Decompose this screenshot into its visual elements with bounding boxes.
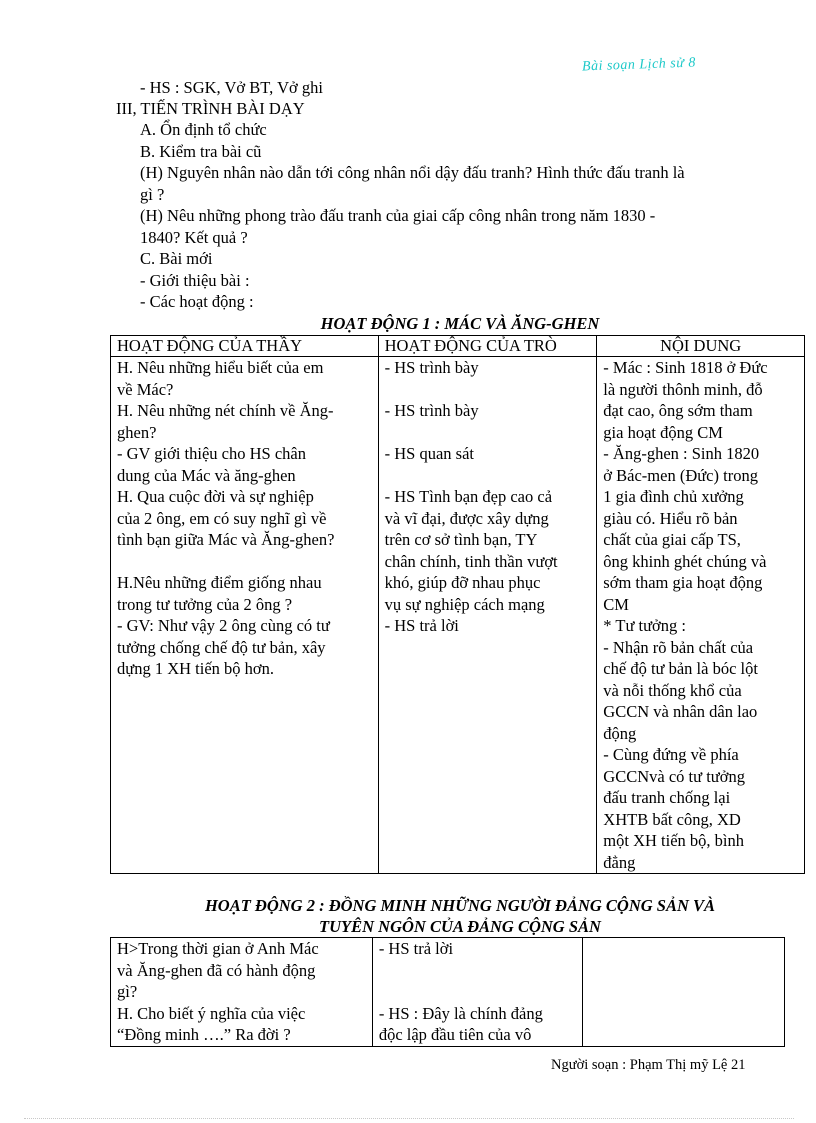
header-decoration: Bài soạn Lịch sử 8: [581, 55, 697, 75]
intro-line: III, TIẾN TRÌNH BÀI DẠY: [116, 99, 305, 118]
cell-line: gia hoạt động CM: [603, 422, 723, 442]
cell-line: H.Nêu những điểm giống nhau: [117, 573, 322, 592]
activity2-title-line1: HOẠT ĐỘNG 2 : ĐỒNG MINH NHỮNG NGƯỜI ĐẢNG CỘNG SẢN VÀ: [204, 896, 716, 915]
cell-line: 1 gia đình chủ xưởng: [603, 487, 744, 506]
header-student: HOẠT ĐỘNG CỦA TRÒ: [378, 336, 597, 357]
footer-author: Người soạn : Phạm Thị mỹ Lệ 21: [551, 1057, 746, 1073]
cell-line: và vĩ đại, được xây dựng: [384, 508, 549, 528]
cell-line: H. Cho biết ý nghĩa của việc: [117, 1003, 306, 1023]
cell-line: về Mác?: [117, 379, 174, 399]
cell-line: - GV: Như vậy 2 ông cùng có tư: [117, 616, 330, 635]
intro-line: B. Kiểm tra bài cũ: [140, 142, 262, 161]
cell-line: - HS Tình bạn đẹp cao cả: [384, 487, 553, 506]
cell-line: - Cùng đứng về phía: [603, 745, 739, 764]
activity2-title-line2: TUYÊN NGÔN CỦA ĐẢNG CỘNG SẢN: [319, 917, 601, 936]
activity2-table: [110, 937, 785, 1047]
intro-line: - Các hoạt động :: [140, 292, 254, 311]
cell-line: - HS trình bày: [384, 358, 479, 377]
intro-line: (H) Nêu những phong trào đấu tranh của giai cấp công nhân trong năm 1830 -: [140, 206, 656, 225]
cell-line: tình bạn giữa Mác và Ăng-ghen?: [117, 530, 335, 549]
header-content: NỘI DUNG: [597, 336, 805, 357]
cell-line: XHTB bất công, XD: [603, 809, 741, 829]
intro-line: - Giới thiệu bài :: [140, 271, 250, 290]
cell-line: một XH tiến bộ, bình: [603, 831, 744, 850]
cell-line: đẳng: [603, 852, 636, 872]
cell-line: trong tư tưởng của 2 ông ?: [117, 594, 293, 614]
cell-line: trên cơ sở tình bạn, TY: [384, 530, 538, 549]
intro-line: A. Ổn định tổ chức: [140, 120, 267, 139]
cell-line: - GV giới thiệu cho HS chân: [117, 444, 306, 463]
cell-line: độc lập đầu tiên của vô: [378, 1025, 532, 1044]
cell-line: chân chính, tinh thần vượt: [384, 551, 558, 571]
teacher-cell: [111, 938, 373, 1047]
cell-line: - HS trình bày: [384, 401, 479, 420]
cell-line: H. Nêu những nét chính về Ăng-: [117, 401, 334, 420]
cell-line: [379, 981, 576, 1003]
cell-line: dựng 1 XH tiến bộ hơn.: [117, 659, 274, 678]
intro-line: gì ?: [140, 185, 165, 204]
cell-line: CM: [603, 594, 629, 614]
cell-line: [385, 379, 591, 401]
cell-line: H. Qua cuộc đời và sự nghiệp: [117, 487, 314, 506]
cell-line: - HS trả lời: [384, 616, 459, 635]
cell-line: đạt cao, ông sớm tham: [603, 401, 753, 420]
intro-line: (H) Nguyên nhân nào dẫn tới công nhân nổi dậy đấu tranh? Hình thức đấu tranh là: [140, 163, 685, 182]
cell-line: * Tư tưởng :: [603, 616, 686, 635]
cell-line: “Đồng minh ….” Ra đời ?: [117, 1025, 291, 1044]
activity1-table: [110, 335, 805, 874]
cell-line: H. Nêu những hiểu biết của em: [117, 358, 324, 377]
intro-line: - HS : SGK, Vở BT, Vở ghi: [140, 78, 323, 97]
cell-line: [385, 422, 591, 444]
content-cell: [597, 357, 805, 874]
activity1-title: HOẠT ĐỘNG 1 : MÁC VÀ ĂNG-GHEN: [320, 314, 600, 333]
cell-line: và nỗi thống khổ của: [603, 680, 742, 700]
cell-line: của 2 ông, em có suy nghĩ gì về: [117, 508, 327, 528]
cell-line: ông khinh ghét chúng và: [603, 551, 767, 571]
cell-line: dung của Mác và ăng-ghen: [117, 465, 296, 485]
cell-line: tưởng chống chế độ tư bản, xây: [117, 637, 326, 657]
teacher-cell: [111, 357, 379, 874]
cell-line: [385, 465, 591, 487]
footer-divider: [24, 1118, 794, 1119]
cell-line: GCCNvà có tư tưởng: [603, 766, 745, 786]
cell-line: chế độ tư bản là bóc lột: [603, 659, 758, 678]
student-cell: [378, 357, 597, 874]
cell-line: chất của giai cấp TS,: [603, 530, 741, 549]
cell-line: gì?: [117, 982, 138, 1001]
intro-line: 1840? Kết quả ?: [140, 228, 248, 247]
cell-line: - HS trả lời: [378, 939, 454, 958]
cell-line: khó, giúp đỡ nhau phục: [384, 573, 541, 592]
cell-line: động: [603, 723, 637, 743]
cell-line: - Mác : Sinh 1818 ở Đức: [603, 358, 768, 377]
content-cell: [582, 938, 784, 1047]
intro-line: C. Bài mới: [140, 249, 213, 268]
cell-line: H>Trong thời gian ở Anh Mác: [117, 939, 319, 958]
cell-line: GCCN và nhân dân lao: [603, 702, 758, 721]
cell-line: - Ăng-ghen : Sinh 1820: [603, 444, 760, 463]
header-teacher: HOẠT ĐỘNG CỦA THẦY: [111, 336, 379, 357]
cell-line: ghen?: [117, 422, 157, 442]
cell-line: - Nhận rõ bản chất của: [603, 637, 754, 657]
cell-line: đấu tranh chống lại: [603, 788, 731, 807]
cell-line: [117, 551, 372, 573]
student-cell: [372, 938, 582, 1047]
cell-line: [379, 960, 576, 982]
cell-line: - HS : Đây là chính đảng: [378, 1003, 543, 1023]
cell-line: vụ sự nghiệp cách mạng: [384, 594, 545, 614]
cell-line: ở Bác-men (Đức) trong: [603, 465, 758, 485]
cell-line: - HS quan sát: [384, 444, 474, 463]
cell-line: sớm tham gia hoạt động: [603, 573, 763, 592]
cell-line: và Ăng-ghen đã có hành động: [117, 960, 316, 980]
cell-line: là người thônh minh, đỗ: [603, 379, 763, 399]
cell-line: giàu có. Hiểu rõ bản: [603, 508, 738, 528]
